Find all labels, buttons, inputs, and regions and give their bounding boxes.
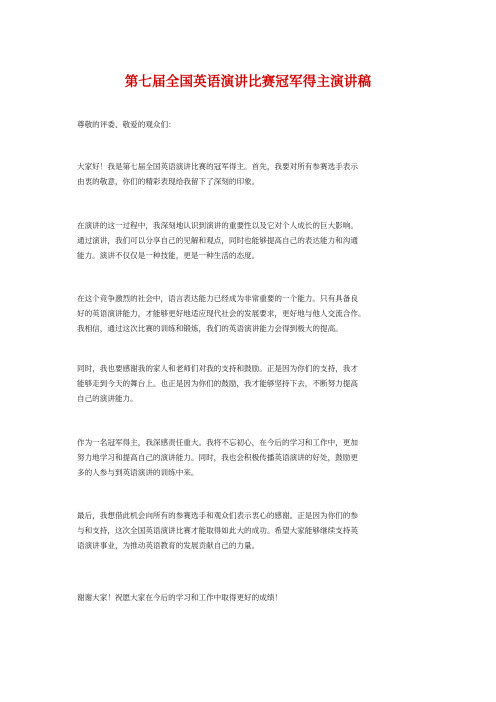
paragraph-line: 与和支持，这次全国英语演讲比赛才能取得如此大的成功。希望大家能够继续支持英 bbox=[77, 526, 358, 535]
paragraph-line: 在演讲的这一过程中，我深刻地认识到演讲的重要性以及它对个人成长的巨大影响。 bbox=[77, 221, 358, 230]
paragraph-line: 作为一名冠军得主，我深感责任重大。我将不忘初心，在今后的学习和工作中，更加 bbox=[77, 438, 358, 447]
responsibility-paragraph bbox=[77, 435, 437, 480]
closing-thanks-paragraph bbox=[77, 508, 437, 553]
paragraph-line: 能力。演讲不仅仅是一种技能，更是一种生活的态度。 bbox=[77, 251, 260, 260]
paragraph-line: 能够走到今天的舞台上。也正是因为你们的鼓励，我才能够坚持下去，不断努力提高 bbox=[77, 379, 358, 388]
thanks-family-paragraph bbox=[77, 361, 437, 406]
paragraph-line: 尊敬的评委、敬爱的观众们： bbox=[77, 120, 176, 129]
paragraph-line: 多的人参与到英语演讲的训练中来。 bbox=[77, 468, 199, 477]
paragraph-line: 最后，我想借此机会向所有的参赛选手和观众们表示衷心的感谢。正是因为你们的参 bbox=[77, 511, 358, 520]
speech-importance-paragraph bbox=[77, 218, 437, 263]
paragraph-line: 努力地学习和提高自己的演讲能力。同时，我也会积极传播英语演讲的好处，鼓励更 bbox=[77, 453, 358, 462]
greeting-paragraph bbox=[77, 159, 437, 189]
farewell-paragraph bbox=[77, 590, 437, 605]
paragraph-line: 在这个竞争激烈的社会中，语言表达能力已经成为非常重要的一个能力。只有具备良 bbox=[77, 294, 358, 303]
paragraph-line: 好的英语演讲能力，才能够更好地适应现代社会的发展要求，更好地与他人交流合作。 bbox=[77, 309, 366, 318]
paragraph-line: 我相信，通过这次比赛的训练和锻炼，我们的英语演讲能力会得到极大的提高。 bbox=[77, 324, 343, 333]
competition-society-paragraph bbox=[77, 291, 437, 336]
paragraph-line: 同时，我也要感谢我的家人和老师们对我的支持和鼓励。正是因为你们的支持，我才 bbox=[77, 364, 358, 373]
paragraph-line: 语演讲事业，为推动英语教育的发展贡献自己的力量。 bbox=[77, 541, 260, 550]
document-title: 第七届全国英语演讲比赛冠军得主演讲稿 bbox=[124, 74, 372, 90]
paragraph-line: 自己的演讲能力。 bbox=[77, 394, 138, 403]
paragraph-line: 通过演讲，我们可以分享自己的见解和观点，同时也能够提高自己的表达能力和沟通 bbox=[77, 236, 358, 245]
salutation-paragraph bbox=[77, 117, 437, 132]
paragraph-line: 谢谢大家！祝愿大家在今后的学习和工作中取得更好的成绩！ bbox=[77, 593, 283, 602]
paragraph-line: 由衷的敬意，你们的精彩表现给我留下了深刻的印象。 bbox=[77, 177, 260, 186]
paragraph-line: 大家好！我是第七届全国英语演讲比赛的冠军得主。首先，我要对所有参赛选手表示 bbox=[77, 162, 358, 171]
